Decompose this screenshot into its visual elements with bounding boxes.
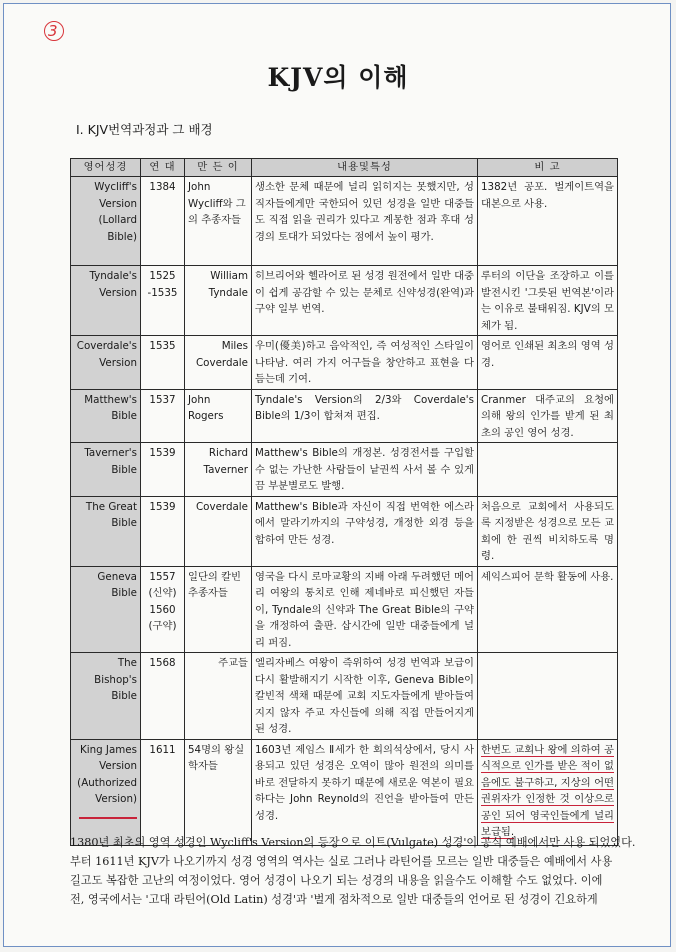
body-line-4: 전, 영국에서는 '고대 라틴어(Old Latin) 성경'과 '벌게 점차적으로 일반 대중들의 언어로 된 성경이 긴요하게 — [70, 893, 598, 906]
version-title-cell — [71, 739, 141, 845]
version-title: Taverner's Bible — [71, 443, 141, 497]
version-content: 엘리자베스 여왕이 즉위하여 성경 번역과 보급이 다시 활발해지기 시작한 이후, Geneva Bible이 칼빈적 색채 때문에 교회 지도자들에게 받아들여지지 않자 주교 자신들에 의해 직접 만들어지게 된 성경. — [252, 653, 478, 740]
bible-versions-table — [70, 158, 618, 846]
version-title: Geneva Bible — [71, 566, 141, 653]
body-line-3: 길고도 복잡한 고난의 여정이었다. 영어 성경이 나오기 되는 성경의 내용을 읽을수도 이해할 수도 없었다. 이에 — [70, 874, 603, 887]
table-row — [71, 389, 618, 443]
version-content: Matthew's Bible의 개정본. 성경전서를 구입할 수 없는 가난한 사람들이 낱권씩 사서 볼 수 있게끔 부분별로도 발행. — [252, 443, 478, 497]
version-content: Tyndale's Version의 2/3와 Coverdale's Bible의 1/3이 합쳐져 편집. — [252, 389, 478, 443]
version-year: 1539 — [141, 496, 185, 566]
version-note: 한번도 교회나 왕에 의하여 공식적으로 인가를 받은 적이 없음에도 불구하고, 지상의 어떤 권위자가 인정한 것 이상으로 공인 되어 영국인들에게 널리 보급됨. — [481, 743, 614, 838]
table-row — [71, 496, 618, 566]
version-year: 1611 — [141, 739, 185, 845]
version-year: 1525 -1535 — [141, 266, 185, 336]
header-version: 영어성경 — [71, 159, 141, 177]
version-title: Matthew's Bible — [71, 389, 141, 443]
version-note: 루터의 이단을 조장하고 이를 발전시킨 '그릇된 번역본'이라는 이유로 불태워짐. KJV의 모체가 됨. — [478, 266, 618, 336]
table-header-row — [71, 159, 618, 177]
version-year: 1537 — [141, 389, 185, 443]
section-heading: Ⅰ. KJV번역과정과 그 배경 — [76, 122, 213, 137]
version-title: The Bishop's Bible — [71, 653, 141, 740]
version-title: The Great Bible — [71, 496, 141, 566]
header-content: 내용및특성 — [252, 159, 478, 177]
version-year: 1557 (신약) 1560 (구약) — [141, 566, 185, 653]
header-translator: 만 든 이 — [185, 159, 252, 177]
version-content: 생소한 문체 때문에 널리 읽히지는 못했지만, 성직자들에게만 국한되어 있던 성경을 일반 대중들도 직접 읽을 권리가 있다고 계몽한 점과 후대 성경의 토대가 되었다는 점에서 높이 평가. — [252, 177, 478, 266]
red-underline-mark — [79, 817, 137, 819]
version-content: 1603년 제임스 Ⅱ세가 한 회의석상에서, 당시 사용되고 있던 성경은 오역이 많아 원전의 의미를 바로 전달하지 못하기 때문에 새로운 역본이 필요하다는 John Reynold의 진언을 받아들여 만든 성경. — [252, 739, 478, 845]
version-content: 영국을 다시 로마교황의 지배 아래 두려했던 메어리 여왕의 통치로 인해 제네바로 피신했던 자들이, Tyndale의 신약과 The Great Bible의 구약을 개정하여 출판. 삽시간에 일반 대중들에게 널리 퍼짐. — [252, 566, 478, 653]
header-year: 연 대 — [141, 159, 185, 177]
version-note: Cranmer 대주교의 요청에 의해 왕의 인가를 받게 된 최초의 공인 영어 성경. — [478, 389, 618, 443]
version-translator: 54명의 왕실 학자들 — [185, 739, 252, 845]
header-note: 비 고 — [478, 159, 618, 177]
version-translator: John Wycliff와 그의 추종자들 — [185, 177, 252, 266]
page-title: KJV의 이해 — [267, 63, 409, 92]
table-row — [71, 443, 618, 497]
version-note: 셰익스피어 문학 활동에 사용. — [478, 566, 618, 653]
version-translator: Coverdale — [185, 496, 252, 566]
version-year: 1535 — [141, 336, 185, 390]
table-row — [71, 739, 618, 845]
version-note: 1382년 공포. 벌게이트역을 대본으로 사용. — [478, 177, 618, 266]
version-translator: 일단의 칼빈 추종자들 — [185, 566, 252, 653]
version-translator: Miles Coverdale — [185, 336, 252, 390]
version-note — [478, 443, 618, 497]
page-number: 3 — [48, 22, 58, 40]
version-note: 처음으로 교회에서 사용되도록 지정받은 성경으로 모든 교회에 한 권씩 비치하도록 명령. — [478, 496, 618, 566]
table-row — [71, 266, 618, 336]
body-line-2: 부터 1611년 KJV가 나오기까지 성경 영역의 역사는 실로 그러나 라틴어를 모르는 일반 대중들은 예배에서 사용 — [70, 855, 613, 868]
version-title: Tyndale's Version — [71, 266, 141, 336]
version-year: 1384 — [141, 177, 185, 266]
body-line-1: 1380년 최초의 영역 성경인 Wycliff's Version의 등장으로 이트(Vulgate) 성경'이 공식 예배에서만 사용 되었었다. — [70, 836, 636, 849]
version-translator: William Tyndale — [185, 266, 252, 336]
version-title: Wycliff's Version (Lollard Bible) — [71, 177, 141, 266]
version-note: 영어로 인쇄된 최초의 영역 성경. — [478, 336, 618, 390]
version-translator: 주교들 — [185, 653, 252, 740]
version-note-cell — [478, 739, 618, 845]
version-translator: Richard Taverner — [185, 443, 252, 497]
table-row — [71, 566, 618, 653]
version-title: Coverdale's Version — [71, 336, 141, 390]
version-translator: John Rogers — [185, 389, 252, 443]
version-note — [478, 653, 618, 740]
table-row — [71, 177, 618, 266]
version-content: 히브리어와 헬라어로 된 성경 원전에서 일반 대중이 쉽게 공감할 수 있는 문체로 신약성경(완역)과 구약 일부 번역. — [252, 266, 478, 336]
version-content: 우미(優美)하고 음악적인, 즉 여성적인 스타일이 나타남. 여러 가지 어구들을 창안하고 표현을 다듬는데 기여. — [252, 336, 478, 390]
table-row — [71, 336, 618, 390]
version-year: 1568 — [141, 653, 185, 740]
version-year: 1539 — [141, 443, 185, 497]
table-row — [71, 653, 618, 740]
version-title: King James Version (Authorized Version) — [77, 743, 137, 805]
version-content: Matthew's Bible과 자신이 직접 번역한 에스라에서 말라기까지의 구약성경, 개정한 외경 등을 합하여 만든 성경. — [252, 496, 478, 566]
